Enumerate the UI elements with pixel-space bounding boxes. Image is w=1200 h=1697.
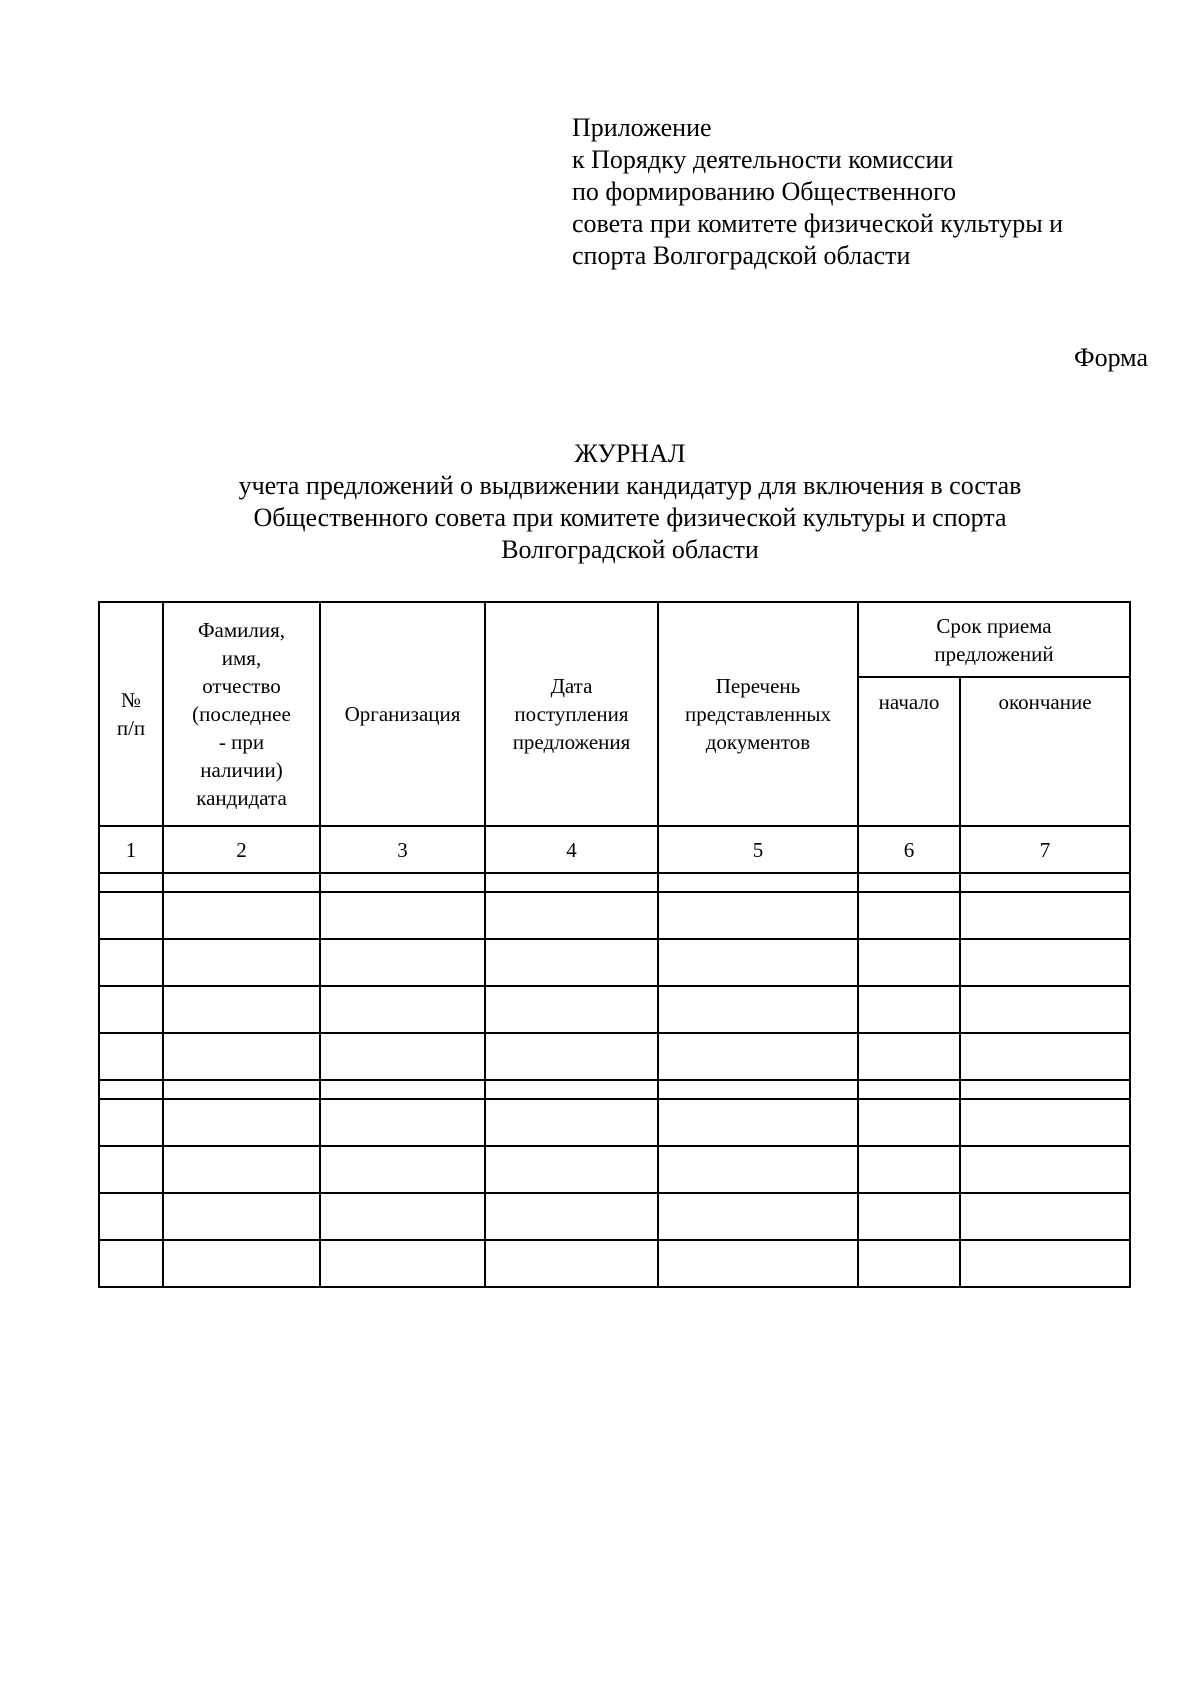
table-cell[interactable] [960, 986, 1130, 1033]
table-cell[interactable] [485, 1080, 658, 1099]
table-cell[interactable] [658, 1099, 858, 1146]
header-documents: Перечень представленных документов [658, 602, 858, 826]
table-cell[interactable] [99, 1099, 163, 1146]
table-cell[interactable] [320, 892, 485, 939]
table-row [99, 1080, 1130, 1099]
table-row [99, 1099, 1130, 1146]
table-cell[interactable] [320, 1080, 485, 1099]
table-cell[interactable] [99, 892, 163, 939]
document-title [100, 438, 1160, 566]
table-cell[interactable] [658, 1080, 858, 1099]
table-cell[interactable] [320, 873, 485, 892]
table-cell[interactable] [858, 986, 960, 1033]
header-num: № п/п [99, 602, 163, 826]
header-start: начало [858, 677, 960, 826]
table-cell[interactable] [485, 986, 658, 1033]
appendix-line: к Порядку деятельности комиссии [572, 145, 954, 174]
header-organization: Организация [320, 602, 485, 826]
appendix-line: спорта Волгоградской области [572, 241, 911, 270]
table-cell[interactable] [858, 1146, 960, 1193]
table-cell[interactable] [163, 1033, 320, 1080]
table-cell[interactable] [658, 873, 858, 892]
table-cell[interactable] [99, 1080, 163, 1099]
table-cell[interactable] [858, 1193, 960, 1240]
table-cell[interactable] [320, 986, 485, 1033]
table-cell[interactable] [99, 1146, 163, 1193]
table-cell[interactable] [858, 873, 960, 892]
table-cell[interactable] [163, 1099, 320, 1146]
table-cell[interactable] [858, 1033, 960, 1080]
table-cell[interactable] [163, 1080, 320, 1099]
table-cell[interactable] [485, 1033, 658, 1080]
table-row [99, 986, 1130, 1033]
table-cell[interactable] [163, 1240, 320, 1287]
table-row [99, 1146, 1130, 1193]
table-cell[interactable] [658, 1146, 858, 1193]
table-cell[interactable] [320, 1033, 485, 1080]
table-cell[interactable] [960, 1099, 1130, 1146]
table-cell[interactable] [658, 986, 858, 1033]
table-cell[interactable] [163, 1146, 320, 1193]
header-name: Фамилия, имя, отчество (последнее - при наличии) кандидата [163, 602, 320, 826]
table-cell[interactable] [320, 1240, 485, 1287]
header-end: окончание [960, 677, 1130, 826]
table-cell[interactable] [99, 939, 163, 986]
column-number: 6 [858, 826, 960, 873]
table-cell[interactable] [960, 1193, 1130, 1240]
table-row [99, 892, 1130, 939]
appendix-line: совета при комитете физической культуры и [572, 209, 1064, 238]
table-cell[interactable] [320, 1193, 485, 1240]
header-date: Дата поступления предложения [485, 602, 658, 826]
table-cell[interactable] [960, 1033, 1130, 1080]
appendix-line: по формированию Общественного [572, 177, 957, 206]
table-cell[interactable] [960, 1080, 1130, 1099]
table-cell[interactable] [485, 1193, 658, 1240]
table-cell[interactable] [99, 873, 163, 892]
table-cell[interactable] [485, 873, 658, 892]
table-cell[interactable] [960, 1146, 1130, 1193]
table-cell[interactable] [858, 1240, 960, 1287]
table-cell[interactable] [858, 939, 960, 986]
table-cell[interactable] [320, 1099, 485, 1146]
column-number: 4 [485, 826, 658, 873]
table-cell[interactable] [163, 873, 320, 892]
title-heading: ЖУРНАЛ [574, 439, 686, 468]
table-cell[interactable] [163, 986, 320, 1033]
journal-table [98, 601, 1131, 1288]
table-cell[interactable] [960, 1240, 1130, 1287]
table-cell[interactable] [485, 1146, 658, 1193]
table-row [99, 1193, 1130, 1240]
title-line: Волгоградской области [501, 535, 759, 564]
table-cell[interactable] [99, 1033, 163, 1080]
table-cell[interactable] [858, 1080, 960, 1099]
table-cell[interactable] [658, 939, 858, 986]
column-number: 2 [163, 826, 320, 873]
table-row [99, 1240, 1130, 1287]
appendix-block [572, 112, 1063, 272]
table-cell[interactable] [658, 1240, 858, 1287]
table-cell[interactable] [320, 1146, 485, 1193]
table-cell[interactable] [658, 1193, 858, 1240]
table-cell[interactable] [163, 892, 320, 939]
column-number: 5 [658, 826, 858, 873]
table-cell[interactable] [658, 1033, 858, 1080]
header-period: Срок приема предложений [858, 602, 1130, 677]
title-line: учета предложений о выдвижении кандидатур для включения в состав [238, 471, 1022, 500]
column-number: 1 [99, 826, 163, 873]
table-cell[interactable] [99, 1240, 163, 1287]
table-cell[interactable] [858, 1099, 960, 1146]
table-cell[interactable] [485, 1099, 658, 1146]
title-line: Общественного совета при комитете физической культуры и спорта [253, 503, 1007, 532]
table-cell[interactable] [658, 892, 858, 939]
table-cell[interactable] [163, 1193, 320, 1240]
column-number: 7 [960, 826, 1130, 873]
table-cell[interactable] [99, 986, 163, 1033]
table-cell[interactable] [858, 892, 960, 939]
table-row [99, 939, 1130, 986]
table-cell[interactable] [960, 892, 1130, 939]
table-cell[interactable] [960, 873, 1130, 892]
table-cell[interactable] [485, 892, 658, 939]
table-cell[interactable] [485, 1240, 658, 1287]
column-number-row [99, 826, 1130, 873]
table-cell[interactable] [99, 1193, 163, 1240]
column-number: 3 [320, 826, 485, 873]
table-cell[interactable] [320, 939, 485, 986]
table-cell[interactable] [960, 939, 1130, 986]
table-row [99, 873, 1130, 892]
table-row [99, 1033, 1130, 1080]
table-cell[interactable] [163, 939, 320, 986]
form-label: Форма [1074, 343, 1148, 372]
appendix-line: Приложение [572, 113, 712, 142]
table-cell[interactable] [485, 939, 658, 986]
